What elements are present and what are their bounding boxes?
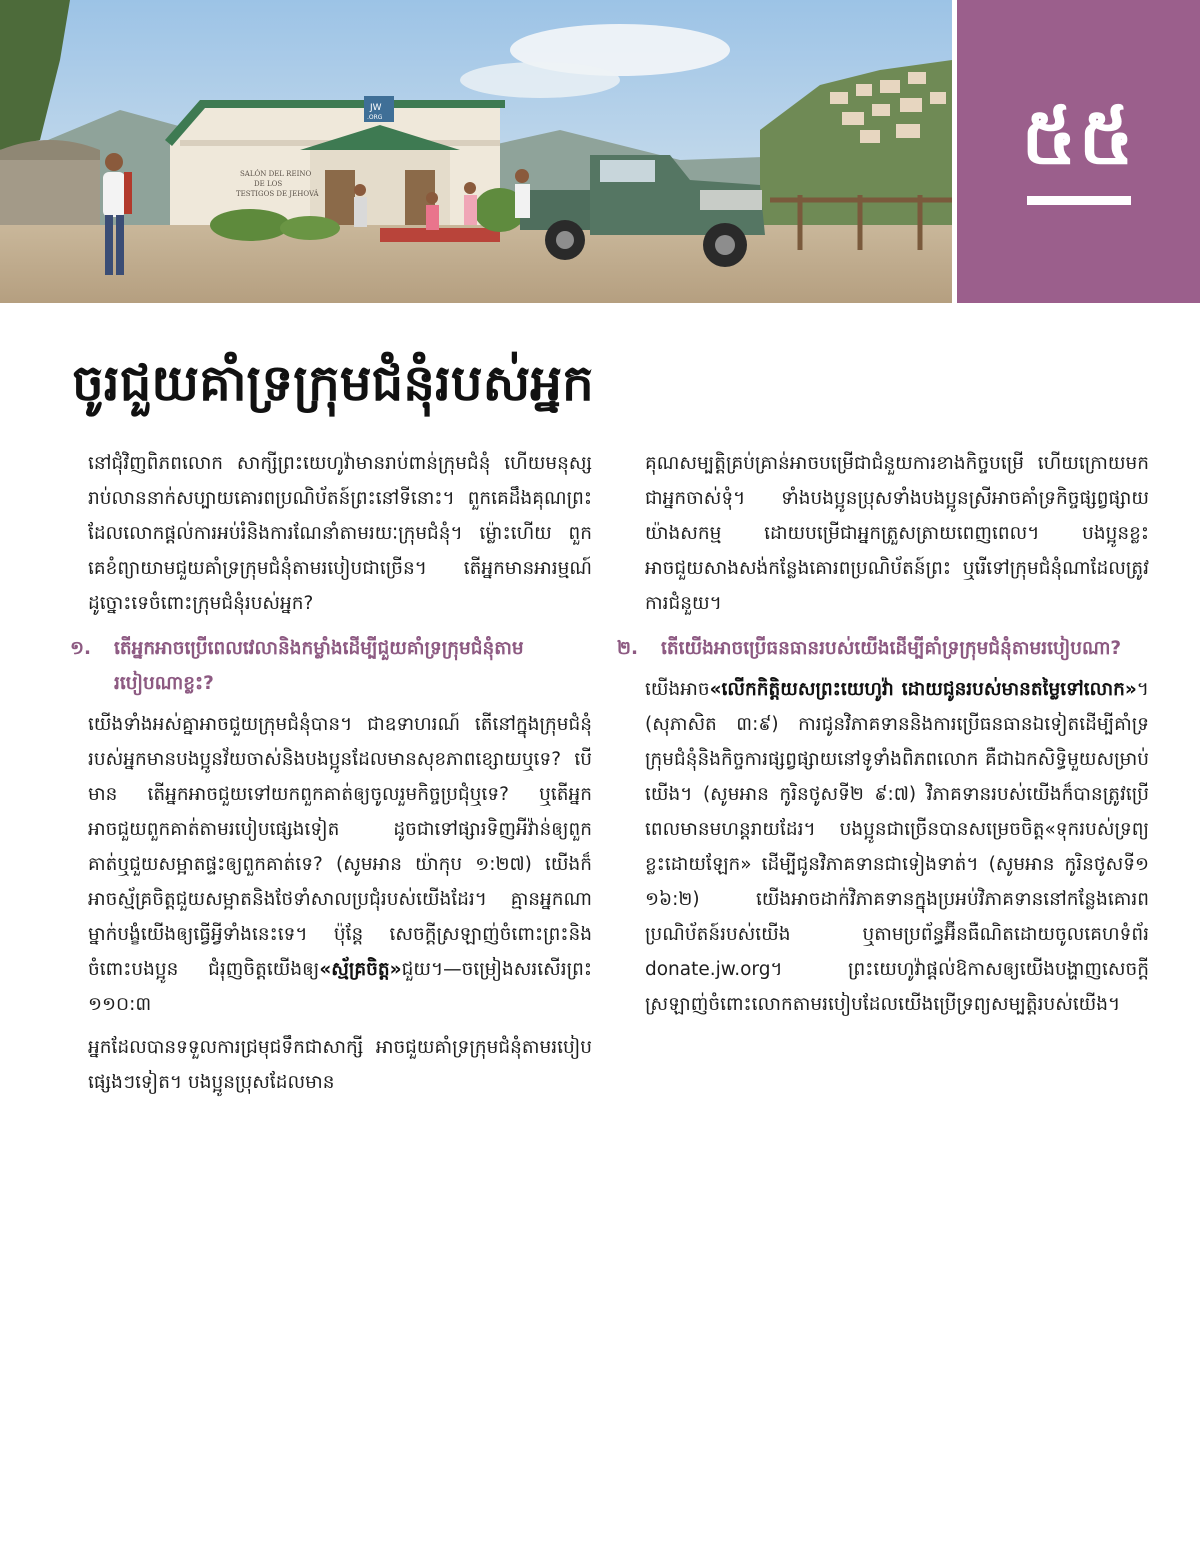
question-1-number: ១.	[70, 638, 92, 659]
section2-paragraph	[645, 672, 1149, 1022]
hero-illustration	[0, 0, 952, 303]
question-1-text: តើអ្នកអាចប្រើពេលវេលានិងកម្លាំងដើម្បីជួយគាំទ្រក្រុមជំនុំតាមរបៀបណាខ្លះ?	[114, 638, 524, 694]
svg-text:TESTIGOS DE JEHOVÁ: TESTIGOS DE JEHOVÁ	[236, 190, 319, 198]
section1-paragraph-2-start	[88, 1030, 592, 1100]
question-2	[617, 631, 1149, 666]
section1-paragraph-1	[88, 707, 592, 1022]
section1-paragraph-2-text: អ្នកដែលបានទទួលការជ្រមុជទឹកជាសាក្សី អាចជួយគាំទ្រក្រុមជំនុំតាមរបៀបផ្សេងៗទៀត។ បងប្អូនប្រុសដែលមាន	[88, 1037, 592, 1093]
lesson-number-underline	[1027, 196, 1131, 205]
section1-paragraph-2-continued	[645, 446, 1149, 621]
right-column	[617, 446, 1149, 1030]
intro-paragraph: នៅជុំវិញពិភពលោក សាក្សីព្រះយេហូវ៉ាមានរាប់ពាន់ក្រុមជំនុំ ហើយមនុស្សរាប់លាននាក់សប្បាយគោរពប្រណិប័តន៍ព្រះនៅទីនោះ។ ពួកគេដឹងគុណព្រះដែលលោកផ្ដល់ការអប់រំនិងការណែនាំតាមរយៈក្រុមជំនុំ។ ម្ល៉ោះហើយ ពួកគេខំព្យាយាមជួយគាំទ្រក្រុមជំនុំតាមរបៀបជាច្រើន។ តើអ្នកមានអារម្មណ៍ដូច្នោះទេចំពោះក្រុមជំនុំរបស់អ្នក?	[88, 453, 592, 614]
section1-paragraph-1-text: យើងទាំងអស់គ្នាអាចជួយក្រុមជំនុំបាន។ ជាឧទាហរណ៍ តើនៅក្នុងក្រុមជំនុំរបស់អ្នកមានបងប្អូនវ័យចាស់និងបងប្អូនដែលមានសុខភាពខ្សោយឬទេ? បើមាន តើអ្នកអាចជួយទៅយកពួកគាត់ឲ្យចូលរួមកិច្ចប្រជុំឬទេ? ឬតើអ្នកអាចជួយពួកគាត់តាមរបៀបផ្សេងទៀត ដូចជាទៅផ្សារទិញអីវ៉ាន់ឲ្យពួកគាត់ឬជួយសម្អាតផ្ទះឲ្យពួកគាត់ទេ? (សូមអាន យ៉ាកុប ១:២៧) យើងក៏អាចស្ម័គ្រចិត្តជួយសម្អាតនិងថែទាំសាលប្រជុំរបស់យើងដែរ។ គ្មានអ្នកណាម្នាក់បង្ខំយើងឲ្យធ្វើអ្វីទាំងនេះទេ។ ប៉ុន្តែ សេចក្ដីស្រឡាញ់ចំពោះព្រះនិងចំពោះបងប្អូន ជំរុញចិត្តយើងឲ្យ	[88, 714, 592, 980]
section1-paragraph-2-continued-text: គុណសម្បត្តិគ្រប់គ្រាន់អាចបម្រើជាជំនួយការខាងកិច្ចបម្រើ ហើយក្រោយមកជាអ្នកចាស់ទុំ។ ទាំងបងប្អូនប្រុសទាំងបងប្អូនស្រីអាចគាំទ្រកិច្ចផ្សព្វផ្សាយយ៉ាងសកម្ម ដោយបម្រើជាអ្នកត្រួសត្រាយពេញពេល។ បងប្អូនខ្លះអាចជួយសាងសង់កន្លែងគោរពប្រណិប័តន៍ព្រះ ឬរើទៅក្រុមជំនុំណាដែលត្រូវការជំនួយ។	[645, 453, 1149, 614]
svg-text:SALÓN DEL REINO: SALÓN DEL REINO	[240, 170, 312, 178]
svg-text:DE LOS: DE LOS	[254, 180, 283, 188]
question-2-number: ២.	[617, 638, 639, 659]
section1-emphasis: «ស្ម័គ្រចិត្ត»	[319, 959, 402, 980]
page-title: ចូរជួយគាំទ្រក្រុមជំនុំរបស់អ្នក	[72, 354, 594, 412]
svg-text:.ORG: .ORG	[367, 114, 383, 121]
jw-logo	[364, 96, 394, 122]
section1-paragraph-1-end: ជួយ។—ចម្រៀងសរសើរព្រះ ១១០:៣	[88, 959, 592, 1015]
question-2-text: តើយើងអាចប្រើធនធានរបស់យើងដើម្បីគាំទ្រក្រុមជំនុំតាមរបៀបណា?	[661, 638, 1122, 659]
lesson-number: ៥៥	[1021, 92, 1136, 182]
kingdom-hall-scene	[0, 0, 952, 303]
section2-paragraph-text: ។ (សុភាសិត ៣:៩) ការជូនវិភាគទាននិងការប្រើធនធានឯទៀតដើម្បីគាំទ្រក្រុមជំនុំនិងកិច្ចការផ្សព្វផ្សាយនៅទូទាំងពិភពលោក គឺជាឯកសិទ្ធិមួយសម្រាប់យើង។ (សូមអាន កូរិនថូសទី២ ៩:៧) វិភាគទានរបស់យើងក៏បានត្រូវប្រើពេលមានមហន្តរាយដែរ។ បងប្អូនជាច្រើនបានសម្រេចចិត្ត«ទុករបស់ទ្រព្យខ្លះដោយឡែក» ដើម្បីជូនវិភាគទានជាទៀងទាត់។ (សូមអាន កូរិនថូសទី១ ១៦:២) យើងអាចដាក់វិភាគទានក្នុងប្រអប់វិភាគទាននៅកន្លែងគោរពប្រណិប័តន៍របស់យើង ឬតាមប្រព័ន្ធអ៊ីនធឺណិតដោយចូលគេហទំព័រ donate.jw.org។ ព្រះយេហូវ៉ាផ្ដល់ឱកាសឲ្យយើងបង្ហាញសេចក្ដីស្រឡាញ់ចំពោះលោកតាមរបៀបដែលយើងប្រើទ្រព្យសម្បត្តិរបស់យើង។	[645, 679, 1149, 1015]
left-column	[70, 446, 592, 1108]
section2-paragraph-start: យើងអាច	[645, 679, 710, 700]
question-1	[70, 631, 592, 701]
section2-emphasis: «លើកកិត្តិយសព្រះយេហូវ៉ា ដោយជូនរបស់មានតម្លៃទៅលោក»	[709, 679, 1137, 700]
svg-text:JW: JW	[370, 103, 382, 113]
lesson-number-box	[957, 0, 1200, 303]
